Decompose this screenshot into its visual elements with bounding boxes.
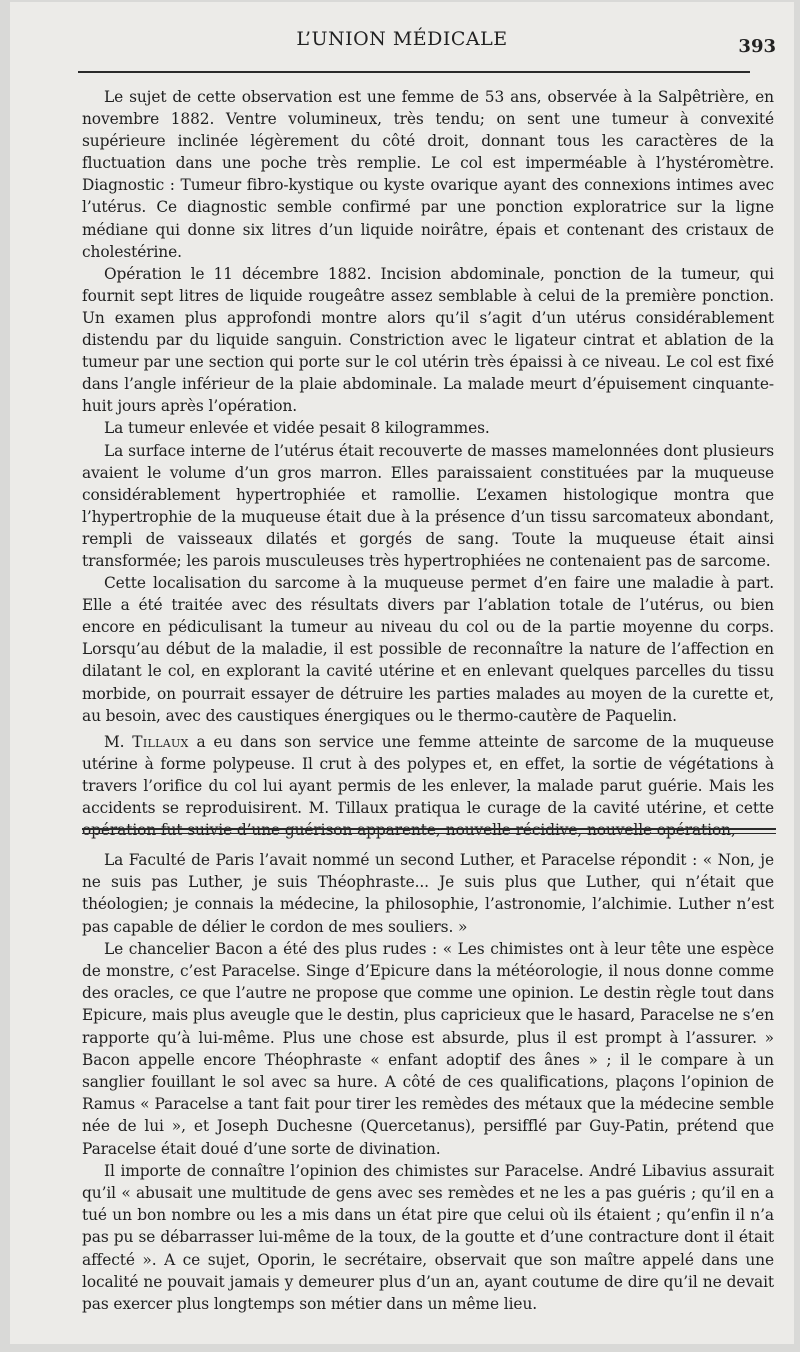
- article-body: [82, 86, 774, 841]
- separator-line-thin: [82, 833, 776, 834]
- separator-line-thick: [82, 828, 776, 830]
- page-number: 393: [738, 36, 776, 57]
- article-paragraph: La tumeur enlevée et vidée pesait 8 kilogrammes.: [104, 419, 490, 438]
- tillaux-name: Tillaux: [132, 732, 189, 751]
- feuilleton-paragraph: La Faculté de Paris l’avait nommé un second Luther, et Paracelse répondit : « Non, je ne suis pas Luther, je suis Théophraste... Je suis plus que Luther, qui n’était que théologien; je connais la médecine, la philosophie, l’astronomie, l’alchimie. Luther n’est pas capable de délier le cordon de mes souliers. »: [82, 851, 774, 936]
- journal-page: [10, 2, 794, 1344]
- article-paragraph: Le sujet de cette observation est une femme de 53 ans, observée à la Salpêtrière, en novembre 1882. Ventre volumineux, très tendu; on sent une tumeur à convexité supérieure inclinée légèrement du côté droit, donnant tous les caractères de la fluctuation dans une poche très remplie. Le col est imperméable à l’hystéromètre. Diagnostic : Tumeur fibro-kystique ou kyste ovarique ayant des connexions intimes avec l’utérus. Ce diagnostic semble confirmé par une ponction exploratrice sur la ligne médiane qui donne six litres d’un liquide noirâtre, épais et contenant des cristaux de cholestérine.: [82, 88, 774, 261]
- tillaux-text: a eu dans son service une femme atteinte de sarcome de la muqueuse utérine à forme polypeuse. Il crut à des polypes et, en effet, la sortie de végétations à travers l’orifice du col lui ayant permis de les enlever, la malade parut guérie. Mais les accidents se reproduisirent. M. Tillaux pratiqua le curage de la cavité utérine, et cette opération fut suivie d’une guérison apparente; nouvelle récidive, nouvelle opération,: [82, 732, 774, 840]
- article-paragraph: Opération le 11 décembre 1882. Incision abdominale, ponction de la tumeur, qui fournit sept litres de liquide rougeâtre assez semblable à celui de la première ponction. Un examen plus approfondi montre alors qu’il s’agit d’un utérus considérablement distendu par du liquide sanguin. Constriction avec le ligateur cintrat et ablation de la tumeur par une section qui porte sur le col utérin très épaissi à ce niveau. Le col est fixé dans l’angle inférieur de la plaie abdominale. La malade meurt d’épuisement cinquante-huit jours après l’opération.: [82, 264, 774, 416]
- feuilleton-paragraph: Il importe de connaître l’opinion des chimistes sur Paracelse. André Libavius assurait qu’il « abusait une multitude de gens avec ses remèdes et ne les a pas guéris ; qu’il en a tué un bon nombre ou les a mis dans un état pire que celui où ils étaient ; qu’enfin il n’a pas pu se débarrasser lui-même de la toux, de la goutte et d’une contracture dont il était affecté ». A ce sujet, Oporin, le secrétaire, observait que son maître appelé dans une localité ne pouvait jamais y demeurer plus d’un an, ayant coutume de dire qu’il ne devait pas exercer plus longtemps son métier dans un même lieu.: [82, 1161, 774, 1314]
- feuilleton-body: [82, 849, 774, 1315]
- page-header: [10, 28, 794, 68]
- tillaux-paragraph: [82, 731, 774, 841]
- article-paragraph: La surface interne de l’utérus était recouverte de masses mamelonnées dont plusieurs avaient le volume d’un gros marron. Elles paraissaient constituées par la muqueuse considérablement hypertrophiée et ramollie. L’examen histologique montra que l’hypertrophie de la muqueuse était due à la présence d’un tissu sarcomateux abondant, rempli de vaisseaux dilatés et gorgés de sang. Toute la muqueuse était ainsi transformée; les parois musculeuses très hypertrophiées ne contenaient pas de sarcome.: [82, 441, 774, 570]
- feuilleton-separator: [82, 828, 776, 836]
- article-paragraph: Cette localisation du sarcome à la muqueuse permet d’en faire une maladie à part. Elle a été traitée avec des résultats divers par l’ablation totale de l’utérus, ou bien encore en pédiculisant la tumeur au niveau du col ou de la partie moyenne du corps. Lorsqu’au début de la maladie, il est possible de reconnaître la nature de l’affection en dilatant le col, en explorant la cavité utérine et en enlevant quelques parcelles du tissu morbide, on pourrait essayer de détruire les parties malades au moyen de la curette et, au besoin, avec des caustiques énergiques ou le thermo-cautère de Paquelin.: [82, 574, 774, 725]
- journal-title: L’UNION MÉDICALE: [296, 28, 508, 50]
- header-rule: [78, 71, 750, 73]
- feuilleton-paragraph: Le chancelier Bacon a été des plus rudes : « Les chimistes ont à leur tête une espèce de monstre, c’est Paracelse. Singe d’Epicure dans la météorologie, il nous donne comme des oracles, ce que l’autre ne propose que comme une opinion. Le destin règle tout dans Epicure, mais plus aveugle que le destin, plus capricieux que le hasard, Paracelse ne s’en rapporte qu’à lui-même. Plus une chose est absurde, plus il est prompt à l’assurer. » Bacon appelle encore Théophraste « enfant adoptif des ânes » ; il le compare à un sanglier fouillant le sol avec sa hure. A côté de ces qualifications, plaçons l’opinion de Ramus « Paracelse a tant fait pour tirer les remèdes des métaux que la médecine semble née de lui », et Joseph Duchesne (Quercetanus), persifflé par Guy-Patin, prétend que Paracelse était doué d’une sorte de divination.: [82, 939, 774, 1158]
- tillaux-prefix: M.: [104, 732, 133, 751]
